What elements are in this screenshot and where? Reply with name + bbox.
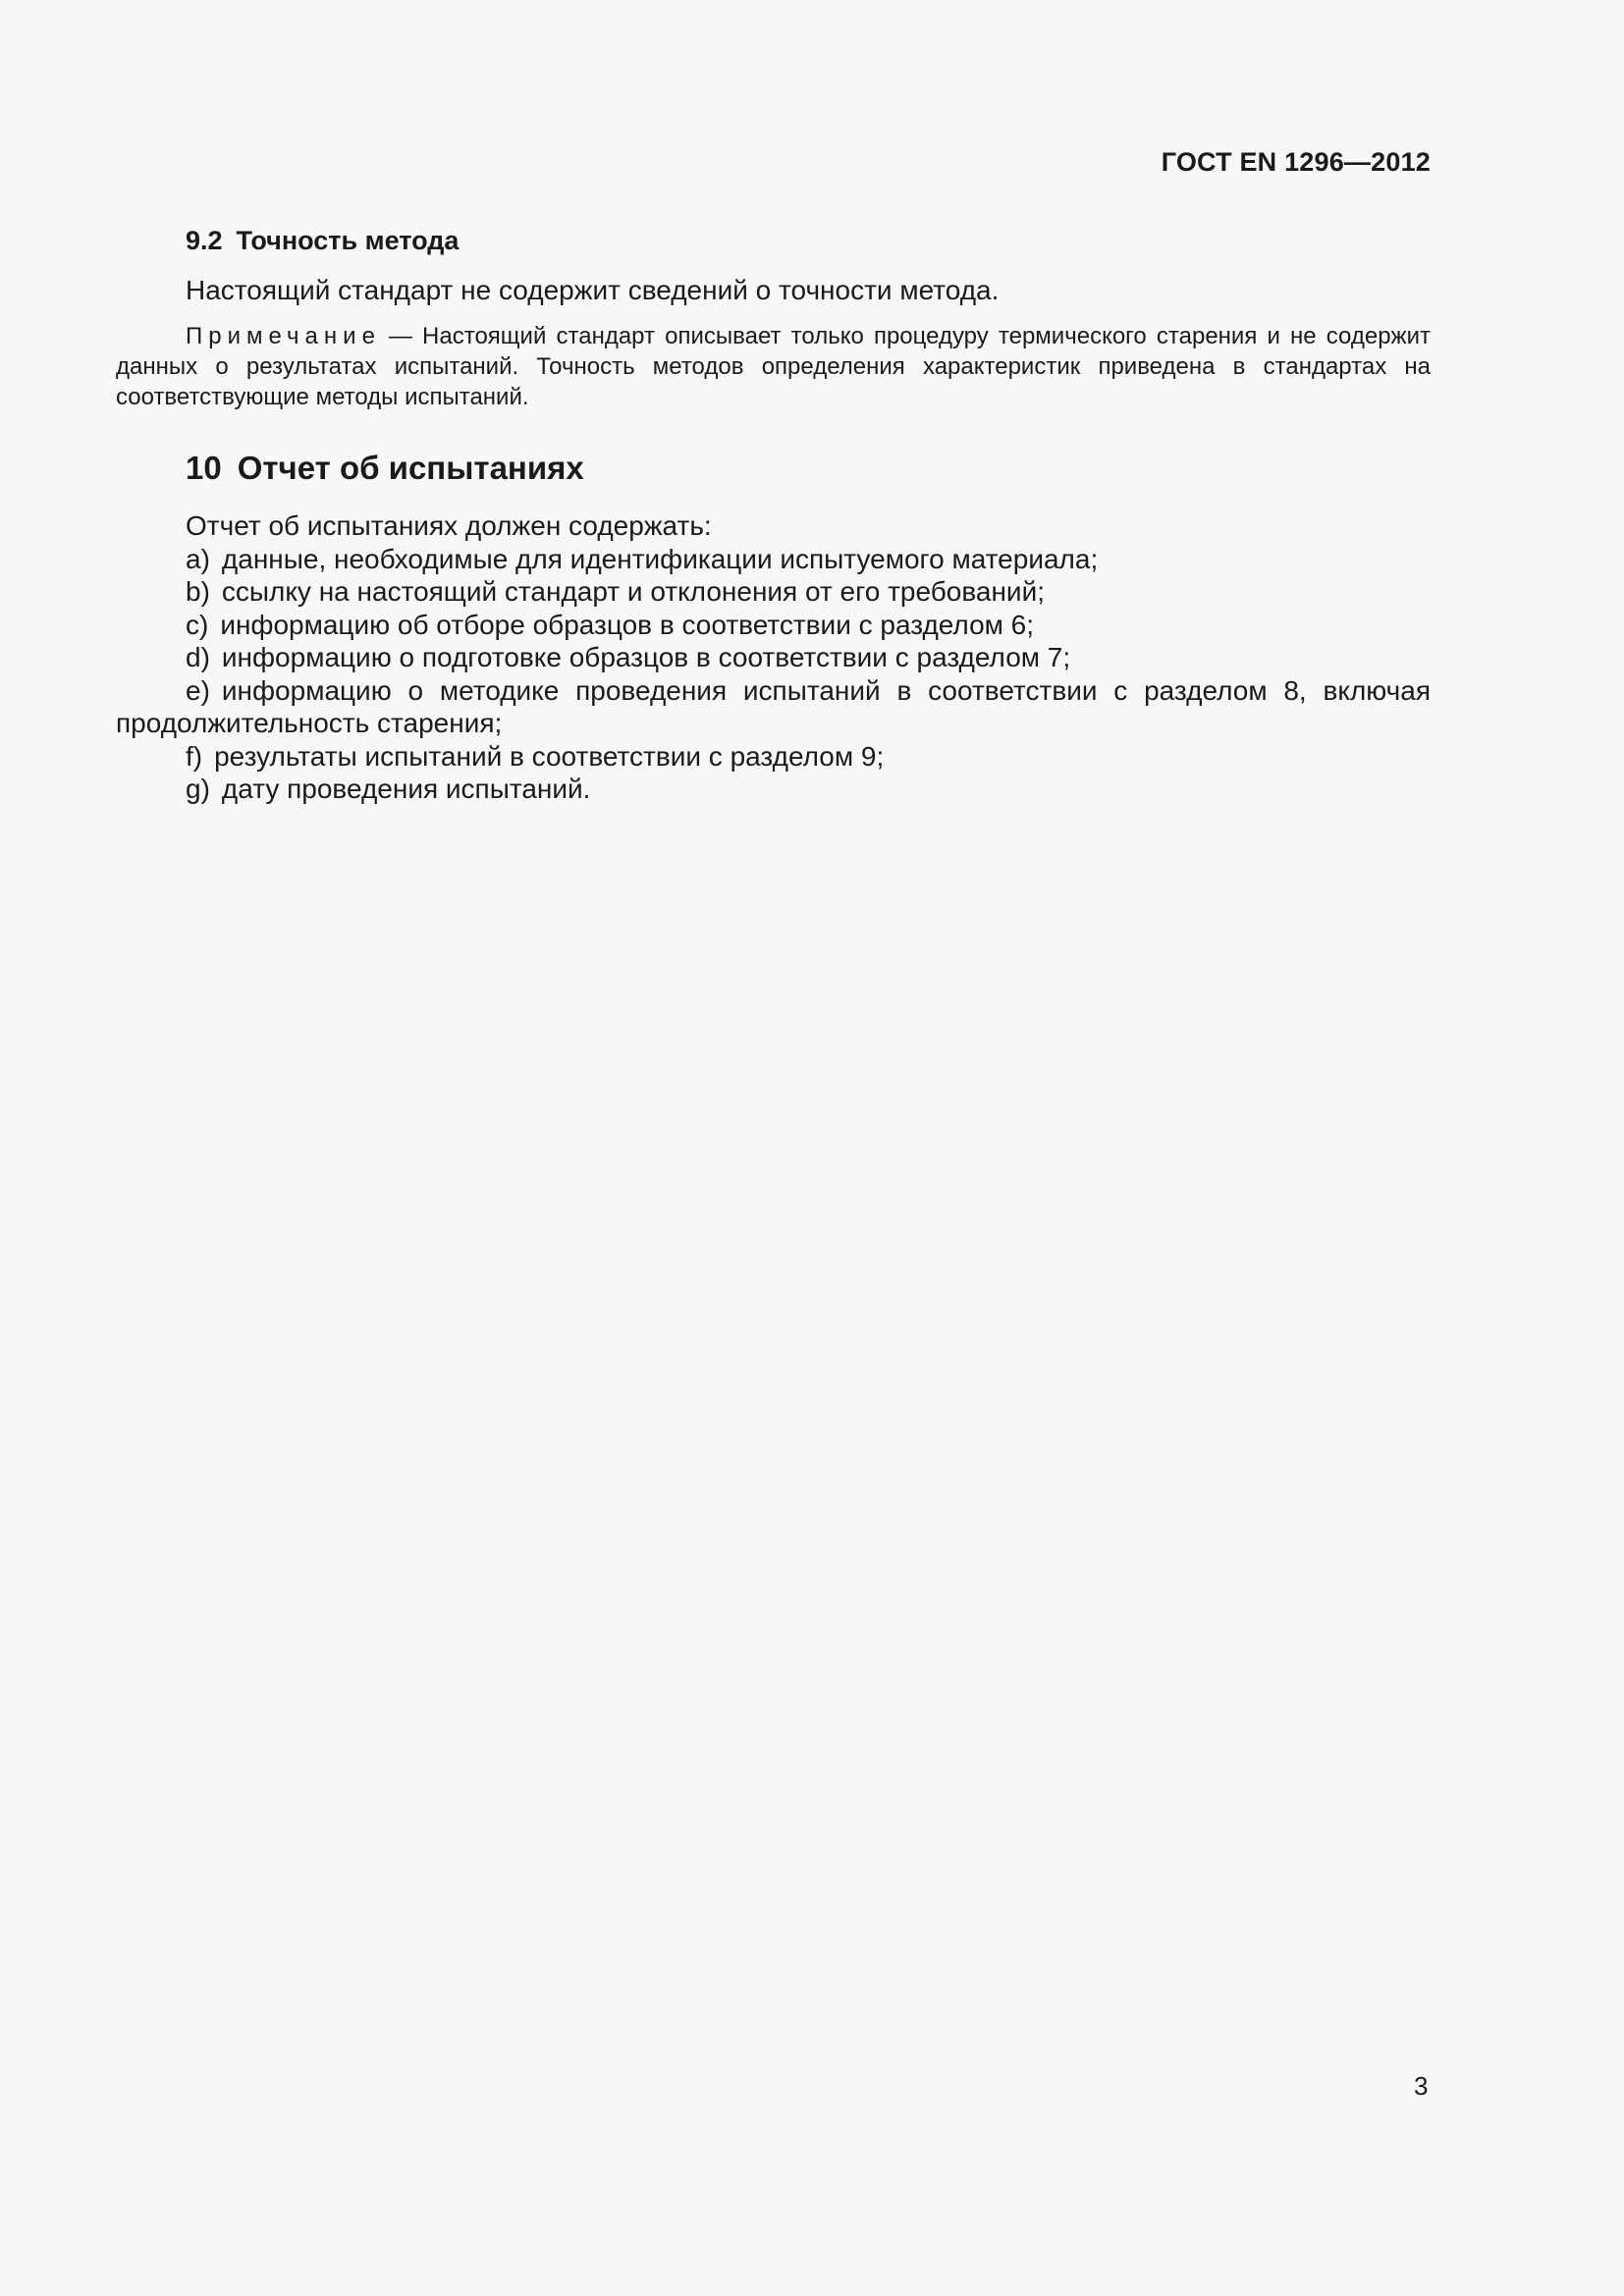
subsection-number: 9.2 [186,226,223,255]
list-item [116,740,1431,774]
list-item-text: дату проведения испытаний. [221,774,591,804]
note-label: Примечание [186,323,381,349]
list-item-text: информацию об отборе образцов в соответствии с разделом 6; [220,609,1035,640]
list-item-text: результаты испытаний в соответствии с разделом 9; [214,740,885,772]
list-item [116,575,1431,609]
section-number: 10 [186,450,222,486]
document-code: ГОСТ EN 1296—2012 [1161,147,1431,177]
list-item-text: ссылку на настоящий стандарт и отклонения от его требований; [221,576,1045,607]
note-text: — Настоящий стандарт описывает только процедуру термического старения и не содержит данных о результатах испытаний. Точность методов определения характеристик приведена в стандартах на соответствующие методы испытаний. [116,323,1431,410]
list-item [116,674,1431,740]
page-number: 3 [1414,2071,1429,2101]
list-item-text: данные, необходимые для идентификации испытуемого материала; [221,543,1099,574]
list-item-letter: c) [186,609,209,640]
list-item-letter: b) [186,576,210,607]
report-intro: Отчет об испытаниях должен содержать: [186,510,712,541]
section-heading [186,450,584,487]
list-item-letter: e) [186,674,210,706]
subsection-text: Настоящий стандарт не содержит сведений о точности метода. [186,275,1000,305]
list-item-letter: d) [186,642,210,672]
list-item-letter: g) [186,774,210,804]
list-item [116,641,1431,674]
subsection-title: Точность метода [236,226,460,255]
list-item-text: информацию о подготовке образцов в соответствии с разделом 7; [221,642,1071,672]
note-paragraph [116,321,1431,412]
list-item-text: информацию о методике проведения испытаний в соответствии с разделом 8, включая продолжительность старения; [116,674,1431,738]
list-item [116,773,1431,806]
section-title: Отчет об испытаниях [237,450,584,486]
list-item [116,609,1431,642]
subsection-heading [186,226,459,256]
list-item-letter: a) [186,543,210,574]
list-item [116,543,1431,576]
report-requirements [116,509,1431,806]
list-item-letter: f) [186,740,203,772]
